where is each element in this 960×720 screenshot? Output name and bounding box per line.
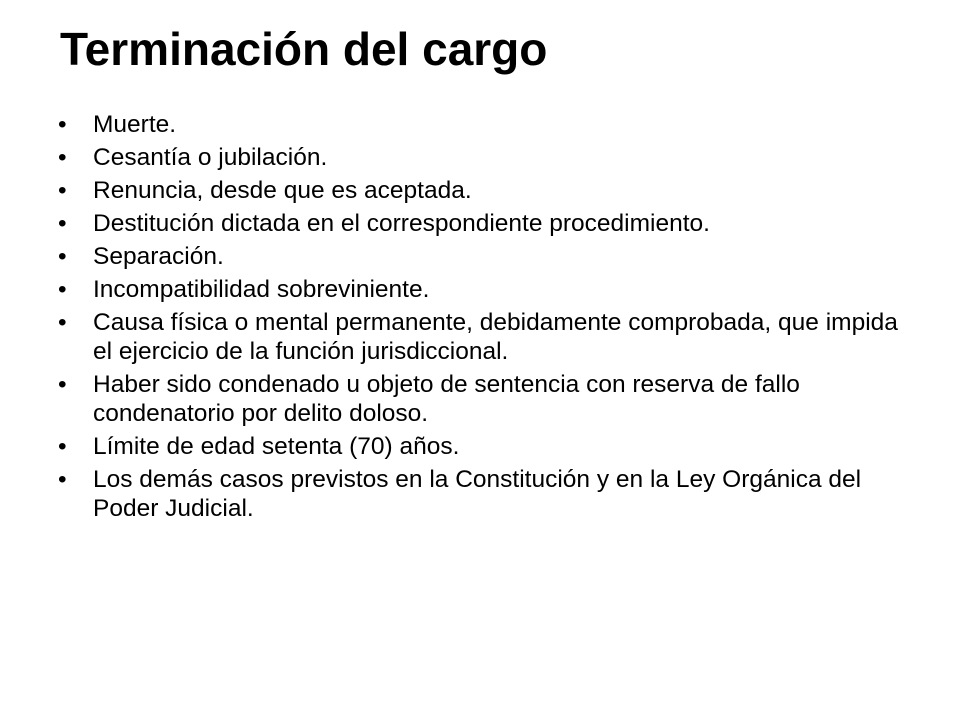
list-item: [58, 110, 918, 139]
list-item-text: Muerte.: [93, 111, 177, 138]
bullet-icon: •: [58, 309, 67, 336]
bullet-icon: •: [58, 433, 67, 460]
list-item-text: Separación.: [93, 243, 224, 270]
list-item-text: Renuncia, desde que es aceptada.: [93, 177, 472, 204]
bullet-icon: •: [58, 144, 67, 171]
bullet-icon: •: [58, 466, 67, 493]
list-item: [58, 176, 918, 205]
bullet-icon: •: [58, 276, 67, 303]
bullet-icon: •: [58, 210, 67, 237]
list-item-text: Causa física o mental permanente, debidamente comprobada, que impida el ejercicio de la función jurisdiccional.: [93, 309, 898, 365]
list-item: [58, 432, 918, 461]
bullet-icon: •: [58, 371, 67, 398]
bullet-list: [58, 110, 918, 527]
list-item-text: Destitución dictada en el correspondiente procedimiento.: [93, 210, 710, 237]
list-item-text: Incompatibilidad sobreviniente.: [93, 276, 430, 303]
list-item-text: Haber sido condenado u objeto de sentencia con reserva de fallo condenatorio por delito doloso.: [93, 371, 800, 427]
bullet-icon: •: [58, 243, 67, 270]
bullet-icon: •: [58, 177, 67, 204]
list-item: [58, 143, 918, 172]
list-item-text: Cesantía o jubilación.: [93, 144, 328, 171]
list-item: [58, 209, 918, 238]
list-item: [58, 465, 918, 523]
list-item-text: Los demás casos previstos en la Constitución y en la Ley Orgánica del Poder Judicial.: [93, 466, 862, 522]
list-item: [58, 370, 918, 428]
list-item: [58, 308, 918, 366]
list-item: [58, 242, 918, 271]
bullet-icon: •: [58, 111, 67, 138]
list-item: [58, 275, 918, 304]
slide-title: Terminación del cargo: [60, 23, 548, 75]
list-item-text: Límite de edad setenta (70) años.: [93, 433, 460, 460]
